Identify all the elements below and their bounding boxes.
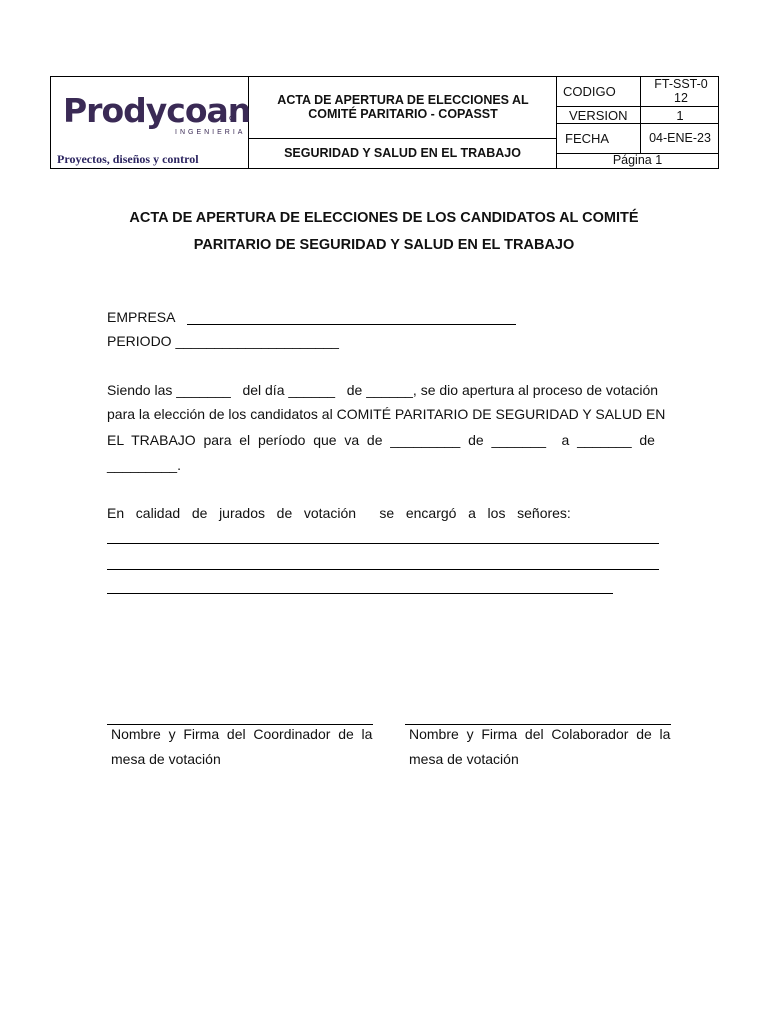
page-number: Página 1 <box>612 153 663 167</box>
opening-paragraph-line1: Siendo las _______ del día ______ de ______, se dio apertura al proceso de votación <box>107 382 659 398</box>
periodo-label: PERIODO _____________________ <box>107 333 339 349</box>
fecha-value: 04-ENE-23 <box>649 131 711 145</box>
fecha-label: FECHA <box>565 131 610 146</box>
signature-label-colaborador: Nombre y Firma del Colaborador de la <box>409 726 671 742</box>
document-area: SEGURIDAD Y SALUD EN EL TRABAJO <box>284 146 521 160</box>
opening-paragraph-line4: _________. <box>107 457 181 473</box>
company-logo <box>51 77 251 168</box>
document-header-table <box>50 76 719 169</box>
codigo-value: FT-SST-012 <box>654 77 708 105</box>
document-heading-line2: PARITARIO DE SEGURIDAD Y SALUD EN EL TRABAJO <box>193 237 575 253</box>
codigo-label: CODIGO <box>563 84 616 99</box>
logo-wordmark: Prodycoan <box>63 91 251 130</box>
opening-paragraph-line2: para la elección de los candidatos al COMITÉ PARITARIO DE SEGURIDAD Y SALUD EN <box>107 406 666 422</box>
jurados-blank-line[interactable] <box>107 569 659 570</box>
signature-label-coordinador-cont: mesa de votación <box>111 751 221 767</box>
logo-subtitle: INGENIERIA <box>175 129 246 136</box>
jurados-paragraph: En calidad de jurados de votación se encargó a los señores: <box>107 505 571 521</box>
header-divider <box>556 123 719 124</box>
header-divider <box>556 106 719 107</box>
document-heading-line1: ACTA DE APERTURA DE ELECCIONES DE LOS CANDIDATOS AL COMITÉ <box>129 210 639 226</box>
header-divider <box>248 138 556 139</box>
signature-line-colaborador[interactable] <box>405 724 671 725</box>
opening-paragraph-line3: EL TRABAJO para el período que va de _________ de _______ a _______ de <box>107 432 655 448</box>
signature-label-colaborador-cont: mesa de votación <box>409 751 519 767</box>
empresa-blank[interactable] <box>187 324 516 325</box>
signature-line-coordinador[interactable] <box>107 724 373 725</box>
company-tagline: Proyectos, diseños y control <box>57 152 199 166</box>
version-label: VERSION <box>569 108 628 123</box>
registered-icon <box>229 115 235 121</box>
signature-label-coordinador: Nombre y Firma del Coordinador de la <box>111 726 373 742</box>
empresa-label: EMPRESA <box>107 309 176 325</box>
version-value: 1 <box>676 108 684 123</box>
document-title: ACTA DE APERTURA DE ELECCIONES AL COMITÉ PARITARIO - COPASST <box>277 93 529 121</box>
jurados-blank-line[interactable] <box>107 543 659 544</box>
jurados-blank-line[interactable] <box>107 593 613 594</box>
